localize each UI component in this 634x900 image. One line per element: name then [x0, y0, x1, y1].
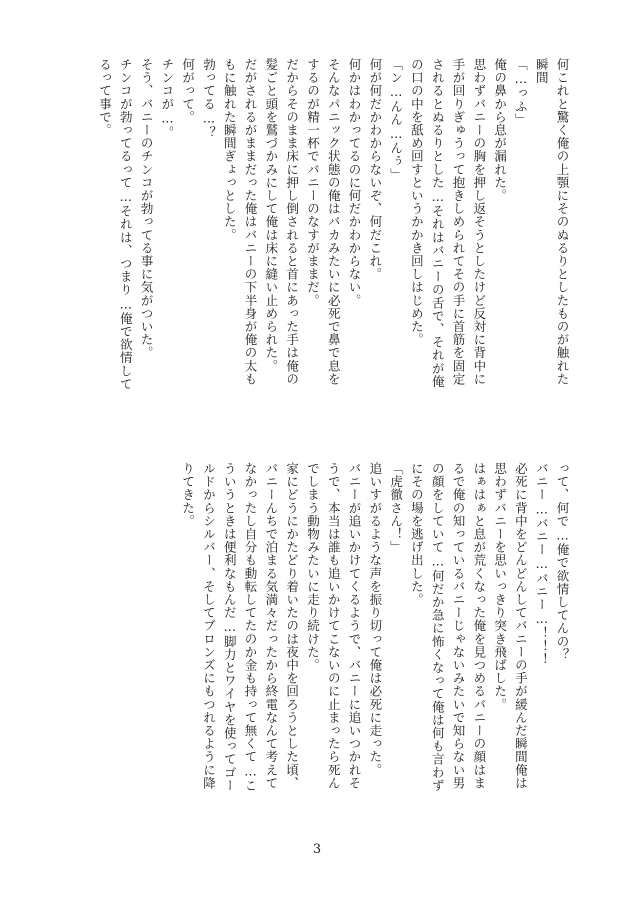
- text-line: 何がって。: [180, 58, 196, 124]
- text-line: でしまう動物みたいに走り続けた。: [305, 462, 321, 672]
- text-line: するのが精一杯でバニーのなすがままだ。: [305, 58, 321, 307]
- text-line: 瞬間: [534, 58, 550, 85]
- text-line: 追いすがるような声を振り切って俺は必死に走った。: [367, 462, 383, 777]
- text-line: チンコが…。: [159, 58, 175, 140]
- text-line: バニーが追いかけてくるようで、バニーに追いつかれそ: [347, 462, 363, 790]
- text-line: 手が回りぎゅうって抱きしめられてその手に首筋を固定: [451, 58, 467, 386]
- text-line: るって事で。: [97, 58, 113, 137]
- text-line: 思わずバニーの胸を押し返そうとしたけど反対に背中に: [471, 58, 487, 386]
- text-line: るで俺の知っているバニーじゃないみたいで知らない男: [451, 462, 467, 790]
- text-line: 何これと驚く俺の上顎にそのぬるりとしたものが触れた: [555, 58, 570, 386]
- text-line: うで、本当は誰も追いかけてこないのに止まったら死ん: [326, 462, 342, 790]
- text-line: そう、バニーのチンコが勃ってる事に気がついた。: [139, 58, 155, 360]
- text-line: 何かはわかってるのに何だかわからない。: [347, 58, 363, 307]
- text-line: 「…っふ」: [513, 58, 529, 126]
- page-number: 3: [312, 842, 322, 857]
- text-line: 家にどうにかたどり着いたのは夜中を回ろうとした頃、: [284, 462, 300, 790]
- text-line: 髪ごと頭を鷲づかみにして俺は床に縫い止められた。: [263, 58, 279, 373]
- text-line: りてきた。: [180, 462, 196, 528]
- text-line: されるとぬるりとした…それはバニーの舌で、それが俺: [430, 58, 446, 388]
- text-line: 「虎徹さん！」: [388, 462, 404, 554]
- text-line: バニーんちで泊まる気満々だったから終電なんて考えて: [263, 462, 279, 790]
- text-line: 「ン…んん…んぅ」: [388, 58, 404, 181]
- text-line: にその場を逃げ出した。: [409, 462, 425, 607]
- text-line: ういうときは便利なもんだ…脚力とワイヤを使ってゴー: [222, 462, 238, 792]
- text-block-top: [84, 58, 572, 438]
- text-line: だがされるがままだった俺はバニーの下半身が俺の太も: [243, 58, 259, 386]
- text-line: バニー…バニー…バニー…！！！: [534, 462, 550, 666]
- text-line: 勃ってる…？: [201, 58, 217, 140]
- text-line: だからそのまま床に押し倒されると首にあった手は俺の: [284, 58, 300, 386]
- text-line: 必死に背中をどんどんしてバニーの手が緩んだ瞬間俺は: [513, 462, 529, 790]
- text-line: 何が何だかわからないぞ、何だこれ。: [367, 58, 383, 281]
- text-block-bottom: [64, 462, 572, 842]
- text-line: チンコが勃ってるって…それは、つまり…俺で欲情して: [118, 58, 134, 391]
- text-line: 俺の鼻から息が漏れた。: [492, 58, 508, 203]
- text-line: の口の中を舐め回すというかかき回しはじめた。: [409, 58, 425, 347]
- text-line: ルドからシルバー、そしてブロンズにもつれるように降: [201, 462, 217, 790]
- text-line: もに触れた瞬間ぎょっとした。: [222, 58, 238, 242]
- text-line: なかったし自分も動転してたのか金も持って無くて…こ: [243, 462, 259, 792]
- text-line: 思わずバニーを思いっきり突き飛ばした。: [492, 462, 508, 711]
- text-line: の顔をしていて…何だか急に怖くなって俺は何も言わず: [430, 462, 446, 792]
- text-line: そんなパニック状態の俺はバカみたいに必死で鼻で息を: [326, 58, 342, 386]
- text-line: って、何で…俺で欲情してんの？: [555, 462, 570, 661]
- text-line: はぁはぁと息が荒くなった俺を見つめるバニーの顔はま: [471, 462, 487, 790]
